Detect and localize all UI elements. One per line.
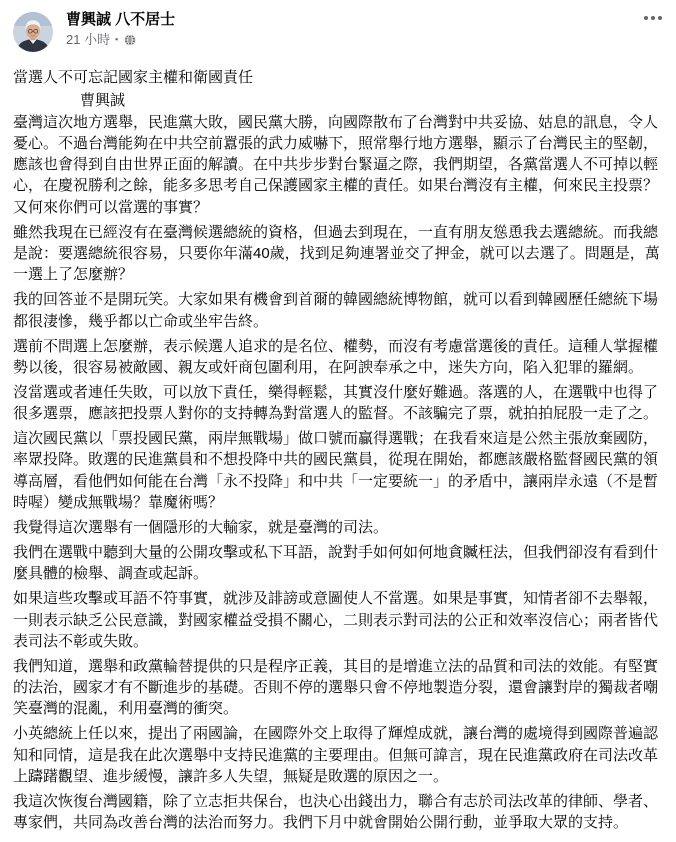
post-paragraph: 小英總統上任以來，提出了兩國論，在國際外交上取得了輝煌成就，讓台灣的處境得到國際普遍認知和同情，這是我在此次選舉中支持民進黨的主要理由。但無可諱言，現在民進黨政府在司法改革上躊躇觀望、進步緩慢，讓許多人失望，無疑是敗選的原因之一。	[13, 725, 659, 785]
post-paragraph: 我覺得這次選舉有一個隱形的大輸家，就是臺灣的司法。	[13, 518, 389, 536]
post-paragraph: 我這次恢復台灣國籍，除了立志拒共保台，也決心出錢出力，聯合有志於司法改革的律師、學者、專家們，共同為改善台灣的法治而努力。我們下月中就會開始公開行動，並爭取大眾的支持。	[13, 792, 659, 832]
author-name-link[interactable]: 曹興誠 八不居士	[66, 11, 176, 28]
meta-separator: ・	[110, 32, 124, 47]
post-paragraph: 選前不問選上怎麼辦，表示候選人追求的是名位、權勢，而沒有考慮當選後的責任。這種人掌握權勢以後，很容易被敵國、親友或奸商包圍利用，在阿諛奉承之中，迷失方向，陷入犯罪的羅網。	[13, 337, 659, 376]
post-paragraph: 我們知道，選舉和政黨輪替提供的只是程序正義，其目的是增進立法的品質和司法的效能。有堅實的法治，國家才有不斷進步的基礎。否則不停的選舉只會不停地製造分裂，還會讓對岸的獨裁者嘲笑臺灣的混亂，利用臺灣的衝突。	[13, 657, 659, 718]
more-options-button[interactable]	[639, 5, 667, 33]
post-paragraph: 我們在選戰中聽到大量的公開攻擊或私下耳語，說對手如何如何地貪贓枉法，但我們卻沒有看到什麼具體的檢舉、調查或起訴。	[13, 543, 659, 583]
avatar-photo	[13, 12, 53, 52]
post-paragraph: 如果這些攻擊或耳語不符事實，就涉及誹謗或意圖使人不當選。如果是事實，知情者卻不去舉報，一則表示缺乏公民意識，對國家權益受損不關心，二則表示對司法的公正和效率沒信心；兩者皆代表司法不彰或失敗。	[13, 590, 659, 650]
author-avatar[interactable]	[13, 12, 53, 52]
post-paragraph: 沒當選或者連任失敗，可以放下責任，樂得輕鬆，其實沒什麼好難過。落選的人，在選戰中也得了很多選票，應該把投票人對你的支持轉為對當選人的監督。不該騙完了票，就拍拍屁股一走了之。	[13, 383, 659, 423]
post-title: 當選人不可忘記國家主權和衛國責任	[13, 68, 254, 86]
post-byline: 曹興誠	[80, 91, 126, 109]
post-body	[13, 66, 665, 838]
post-paragraph: 這次國民黨以「票投國民黨，兩岸無戰場」做口號而贏得選戰；在我看來這是公然主張放棄國防，率眾投降。敗選的民進黨員和不想投降中共的國民黨員，從現在開始，都應該嚴格監督國民黨的領導高層，看他們如何能在台灣「永不投降」和中共「一定要統一」的矛盾中，讓兩岸永遠（不是暫時喔）變成無戰場？靠魔術嗎？	[13, 430, 659, 511]
post-paragraph: 雖然我現在已經沒有在臺灣候選總統的資格，但過去到現在，一直有朋友慫恿我去選總統。而我總是說：要選總統很容易，只要你年滿40歲，找到足夠連署並交了押金，就可以去選了。問題是，萬一選上了怎麼辦？	[13, 223, 660, 284]
post-paragraph: 我的回答並不是開玩笑。大家如果有機會到首爾的韓國總統博物館，就可以看到韓國歷任總統下場都很淒慘，幾乎都以亡命或坐牢告終。	[13, 291, 659, 330]
more-options-icon	[639, 5, 667, 33]
post-paragraph: 臺灣這次地方選舉，民進黨大敗，國民黨大勝，向國際散布了台灣對中共妥協、姑息的訊息，令人憂心。不過台灣能夠在中共空前囂張的武力威嚇下，照常舉行地方選舉，顯示了台灣民主的堅韌，應該也會得到自由世界正面的解讀。在中共步步對台緊逼之際，我們期望，各黨當選人不可掉以輕心，在慶祝勝利之餘，能多多思考自己保護國家主權的責任。如果台灣沒有主權，何來民主投票？又何來你們可以當選的事實？	[13, 113, 659, 216]
globe-icon	[124, 34, 136, 46]
post-meta	[66, 31, 136, 48]
post-timestamp-link[interactable]: 21 小時	[66, 32, 111, 47]
